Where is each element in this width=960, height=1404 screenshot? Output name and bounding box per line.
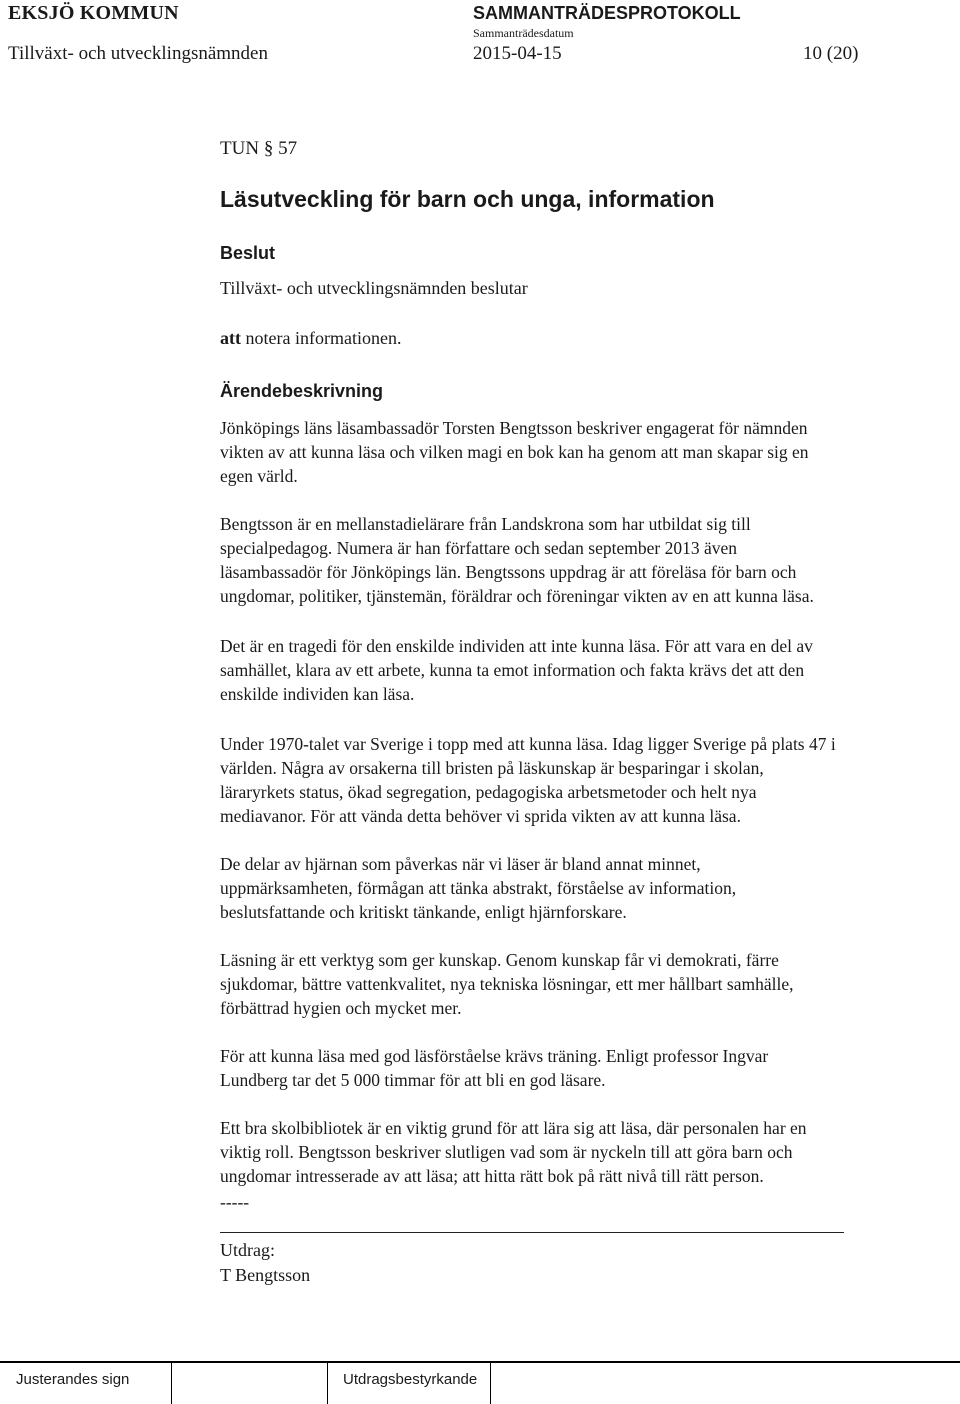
case-ref-number: 57 [278,138,298,159]
paragraph-line: egen värld. [220,466,298,486]
paragraph-line: samhället, klara av ett arbete, kunna ta emot information och fakta krävs det att den [220,660,805,680]
committee-name: Tillväxt- och utvecklingsnämnden [8,43,268,64]
decision-resolution [220,328,401,349]
case-title: Läsutveckling för barn och unga, information [220,186,715,212]
text-divider: ----- [220,1192,250,1212]
paragraph-line: Lundberg tar det 5 000 timmar för att bli en god läsare. [220,1070,606,1090]
page-number: 10 (20) [803,43,859,64]
meeting-date: 2015-04-15 [473,43,562,64]
footer-rule [0,1361,960,1363]
paragraph-line: För att kunna läsa med god läsförståelse krävs träning. Enligt professor Ingvar [220,1046,769,1066]
description-paragraph [220,852,960,924]
paragraph-line: enskilde individen kan läsa. [220,684,415,704]
description-paragraph [220,1116,960,1188]
decision-text: Tillväxt- och utvecklingsnämnden beslutar [220,278,528,298]
footer-separator [327,1362,328,1404]
document-type: SAMMANTRÄDESPROTOKOLL [473,3,741,23]
separator-line [220,1232,844,1233]
paragraph-line: vikten av att kunna läsa och vilken magi en bok kan ha genom att man skapar sig en [220,442,809,462]
paragraph-line: världen. Några av orsakerna till bristen på läskunskap är besparingar i skolan, [220,758,764,778]
municipality-name: EKSJÖ KOMMUN [8,2,179,24]
description-paragraph [220,1044,960,1092]
resolution-keyword: att [220,328,241,348]
paragraph-line: förbättrad hygien och mycket mer. [220,998,462,1018]
paragraph-line: De delar av hjärnan som påverkas när vi läser är bland annat minnet, [220,854,701,874]
section-symbol: § [263,138,274,159]
paragraph-line: specialpedagog. Numera är han författare och sedan september 2013 även [220,538,737,558]
description-paragraph [220,416,960,488]
resolution-text: notera informationen. [241,328,402,348]
paragraph-line: Jönköpings läns läsambassadör Torsten Bengtsson beskriver engagerat för nämnden [220,418,808,438]
case-ref-prefix: TUN [220,138,260,159]
description-paragraph [220,634,960,706]
extract-label: Utdrag: [220,1240,275,1260]
paragraph-line: Bengtsson är en mellanstadielärare från Landskrona som har utbildat sig till [220,514,751,534]
paragraph-line: ungdomar, politiker, tjänstemän, föräldrar och föreningar vikten av en att kunna läsa. [220,586,814,606]
paragraph-line: Under 1970-talet var Sverige i topp med att kunna läsa. Idag ligger Sverige på plats 47 i [220,734,836,754]
paragraph-line: läraryrkets status, ökad segregation, pedagogiska arbetsmetoder och helt nya [220,782,757,802]
description-paragraph [220,732,960,828]
decision-heading: Beslut [220,243,276,263]
paragraph-line: Ett bra skolbibliotek är en viktig grund för att lära sig att läsa, där personalen har en [220,1118,807,1138]
case-reference [220,138,297,160]
paragraph-line: ungdomar intresserade av att läsa; att hitta rätt bok på rätt nivå till rätt person. [220,1166,764,1186]
extract-recipient: T Bengtsson [220,1265,311,1285]
description-paragraph [220,948,960,1020]
paragraph-line: läsambassadör för Jönköpings län. Bengtssons uppdrag är att föreläsa för barn och [220,562,797,582]
paragraph-line: sjukdomar, bättre vattenkvalitet, nya tekniska lösningar, ett mer hållbart samhälle, [220,974,794,994]
paragraph-line: uppmärksamheten, förmågan att tänka abstrakt, förståelse av information, [220,878,737,898]
paragraph-line: mediavanor. För att vända detta behöver vi sprida vikten av att kunna läsa. [220,806,741,826]
paragraph-line: viktig roll. Bengtsson beskriver slutligen vad som är nyckeln till att göra barn och [220,1142,793,1162]
paragraph-line: Läsning är ett verktyg som ger kunskap. Genom kunskap får vi demokrati, färre [220,950,779,970]
meeting-date-label: Sammanträdesdatum [473,26,574,40]
footer-separator [490,1362,491,1404]
description-paragraph [220,512,960,608]
description-heading: Ärendebeskrivning [220,381,384,401]
footer-separator [171,1362,172,1404]
certification-label: Utdragsbestyrkande [343,1371,478,1388]
paragraph-line: beslutsfattande och kritiskt tänkande, enligt hjärnforskare. [220,902,627,922]
signature-label: Justerandes sign [16,1371,130,1388]
paragraph-line: Det är en tragedi för den enskilde individen att inte kunna läsa. För att vara en del av [220,636,813,656]
